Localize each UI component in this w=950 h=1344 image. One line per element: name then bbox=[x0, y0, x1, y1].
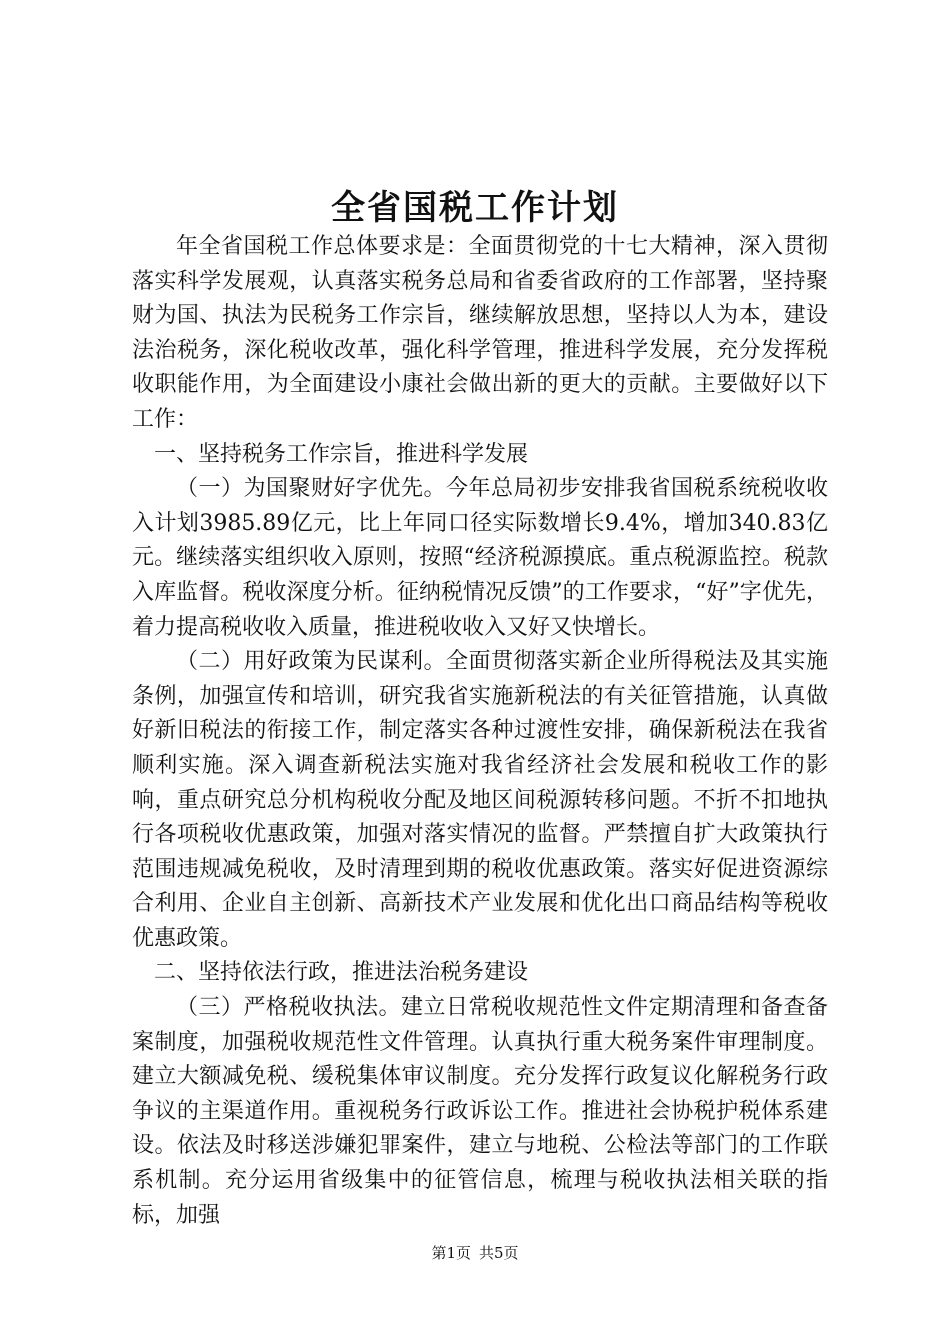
page-footer bbox=[0, 1243, 950, 1263]
page-total: 共5页 bbox=[479, 1244, 519, 1262]
section-heading-2: 二、坚持依法行政，推进法治税务建设 bbox=[154, 960, 529, 986]
section-heading-1: 一、坚持税务工作宗旨，推进科学发展 bbox=[154, 441, 529, 467]
document-body bbox=[132, 230, 828, 1233]
document-title: 全省国税工作计划 bbox=[331, 188, 619, 228]
paragraph-item-3: （三）严格税收执法。建立日常税收规范性文件定期清理和备查备案制度，加强税收规范性文件管理。认真执行重大税务案件审理制度。建立大额减免税、缓税集体审议制度。充分发挥行政复议化解税务行政争议的主渠道作用。重视税务行政诉讼工作。推进社会协税护税体系建设。依法及时移送涉嫌犯罪案件，建立与地税、公检法等部门的工作联系机制。充分运用省级集中的征管信息，梳理与税收执法相关联的指标，加强 bbox=[132, 995, 828, 1228]
paragraph-item-2: （二）用好政策为民谋利。全面贯彻落实新企业所得税法及其实施条例，加强宣传和培训，研究我省实施新税法的有关征管措施，认真做好新旧税法的衔接工作，制定落实各种过渡性安排，确保新税法在我省顺利实施。深入调查新税法实施对我省经济社会发展和税收工作的影响，重点研究总分机构税收分配及地区间税源转移问题。不折不扣地执行各项税收优惠政策，加强对落实情况的监督。严禁擅自扩大政策执行范围违规减免税收，及时清理到期的税收优惠政策。落实好促进资源综合利用、企业自主创新、高新技术产业发展和优化出口商品结构等税收优惠政策。 bbox=[132, 649, 828, 951]
paragraph-item-1: （一）为国聚财好字优先。今年总局初步安排我省国税系统税收收入计划3985.89亿元，比上年同口径实际数增长9.4%，增加340.83亿元。继续落实组织收入原则，按照“经济税源摸底。重点税源监控。税款入库监督。税收深度分析。征纳税情况反馈”的工作要求，“好”字优先，着力提高税收收入质量，推进税收收入又好又快增长。 bbox=[132, 476, 828, 640]
paragraph-intro: 年全省国税工作总体要求是：全面贯彻党的十七大精神，深入贯彻落实科学发展观，认真落实税务总局和省委省政府的工作部署，坚持聚财为国、执法为民税务工作宗旨，继续解放思想，坚持以人为本，建设法治税务，深化税收改革，强化科学管理，推进科学发展，充分发挥税收职能作用，为全面建设小康社会做出新的更大的贡献。主要做好以下工作： bbox=[132, 234, 828, 432]
page-number: 第1页 bbox=[431, 1244, 471, 1262]
